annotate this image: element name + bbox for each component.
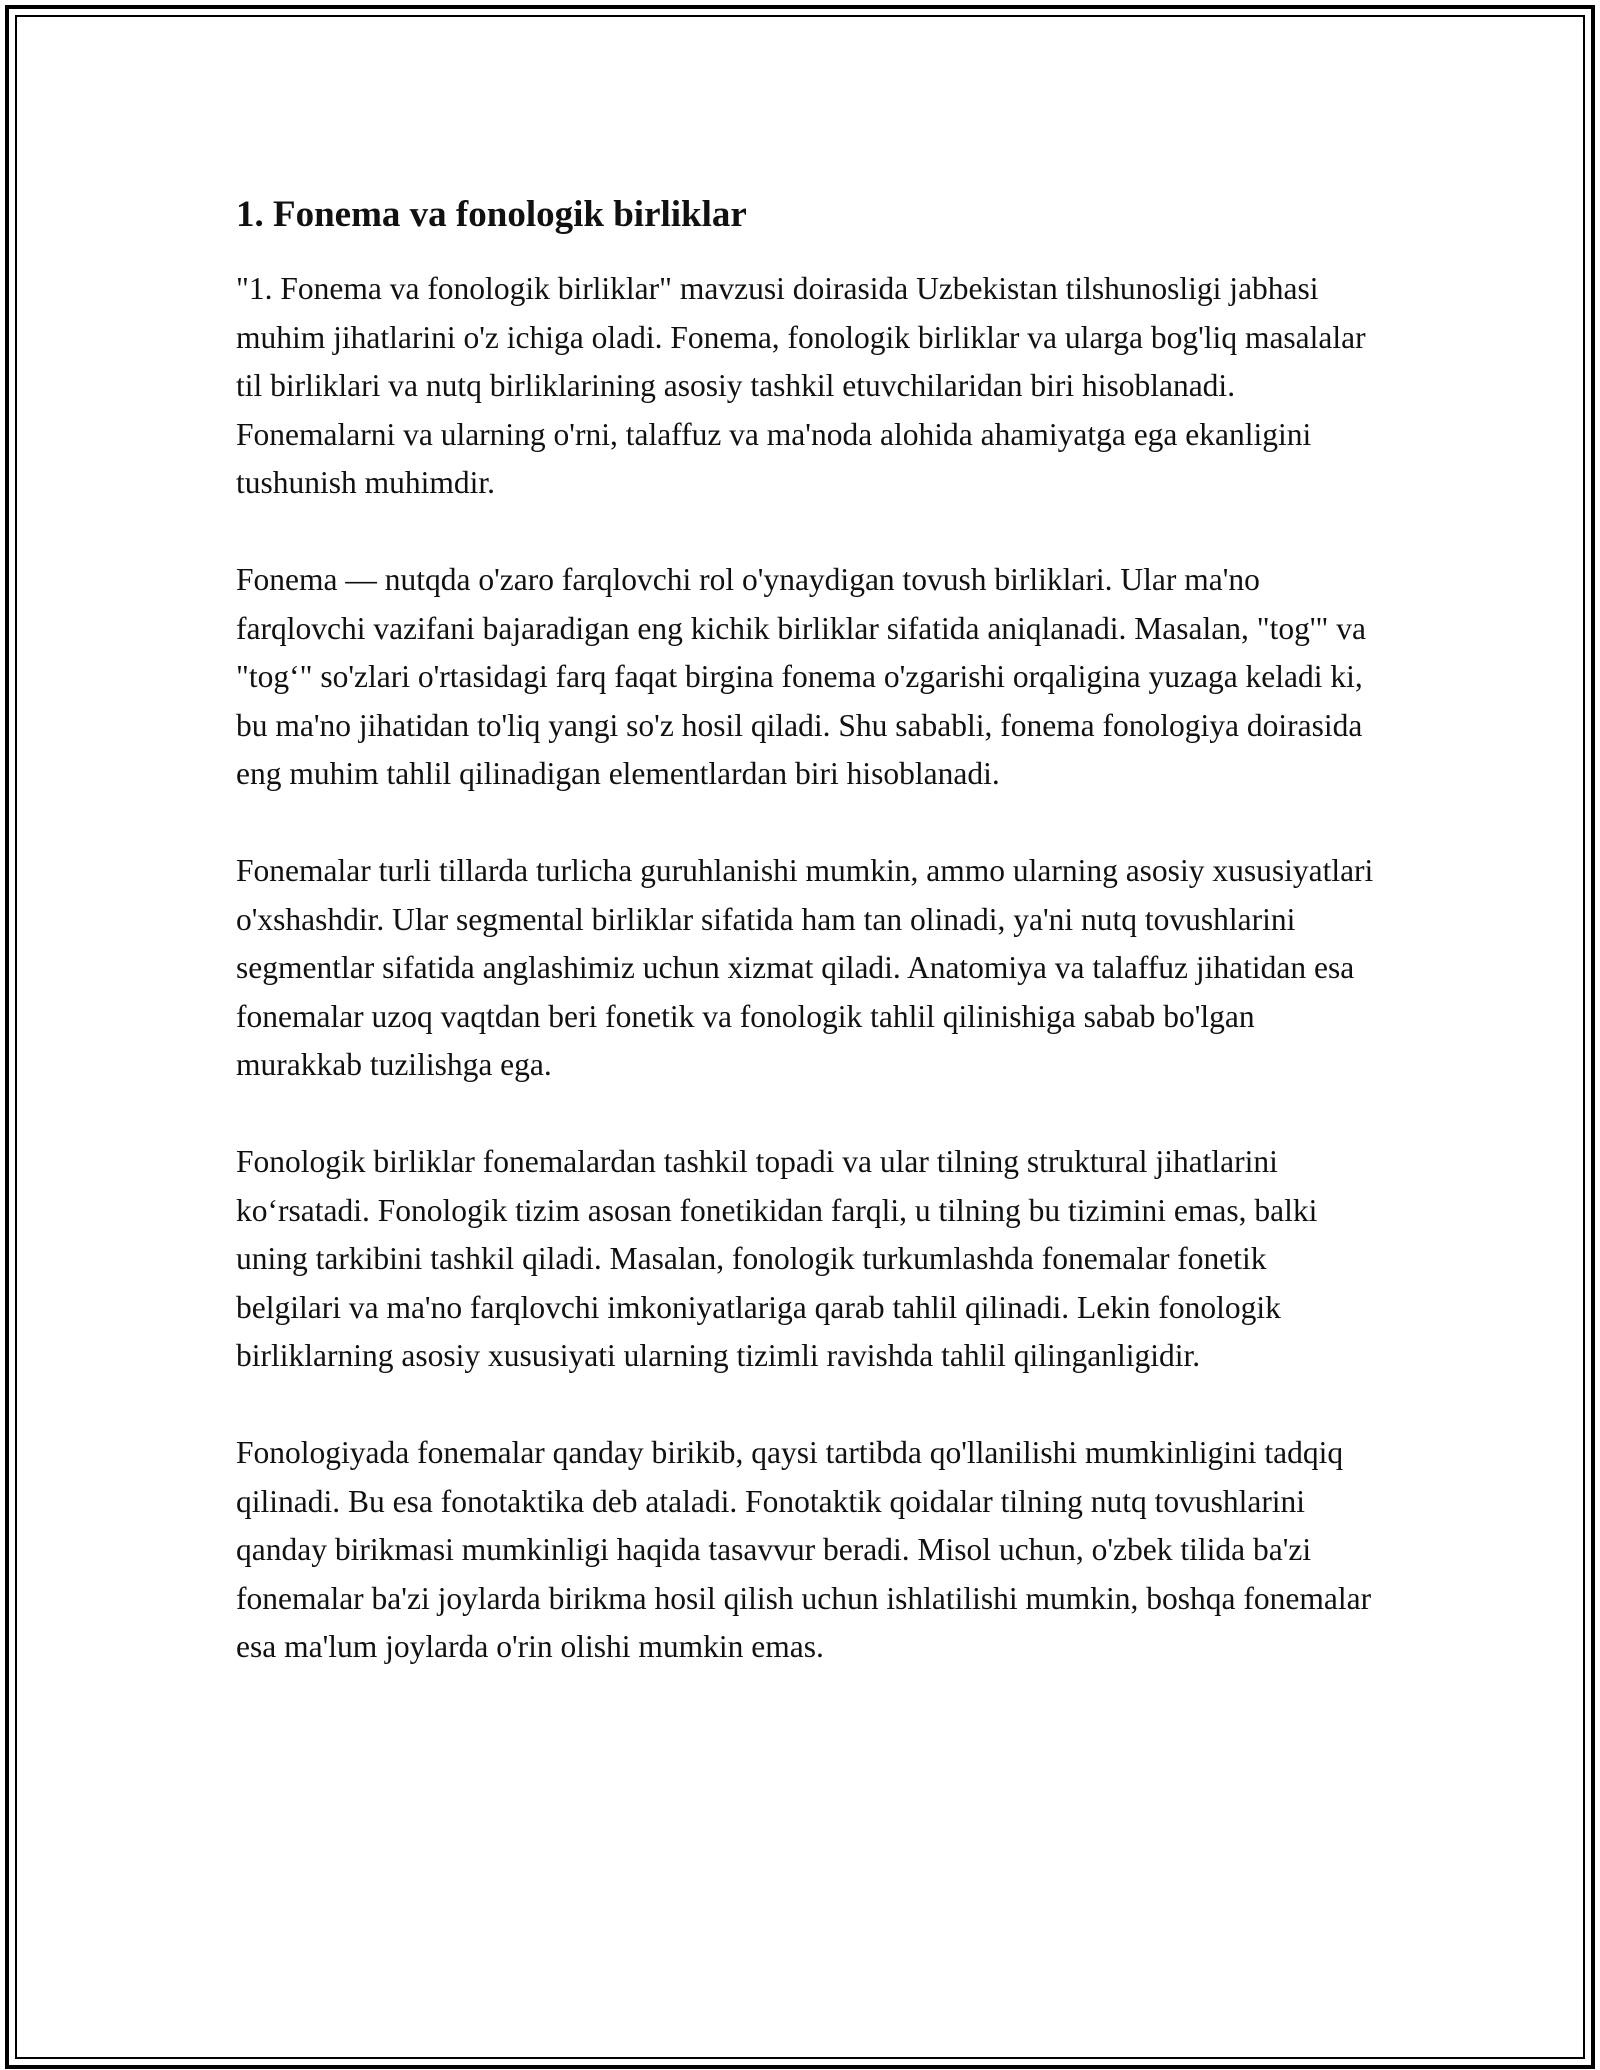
paragraph-phonological-units: Fonologik birliklar fonemalardan tashkil topadi va ular tilning struktural jihatlarini ko‘rsatadi. Fonologik tizim asosan fonetikidan farqli, u tilning bu tizimini emas, balki uning tarkibini tashkil qiladi. Masalan, fonologik turkumlashda fonemalar fonetik belgilari va ma'no farqlovchi imkoniyatlariga qarab tahlil qilinadi. Lekin fonologik birliklarning asosiy xususiyati ularning tizimli ravishda tahlil qilinganligidir. — [236, 1144, 1318, 1373]
paragraph-phoneme-grouping: Fonemalar turli tillarda turlicha guruhlanishi mumkin, ammo ularning asosiy xususiyatlari o'xshashdir. Ular segmental birliklar sifatida ham tan olinadi, ya'ni nutq tovushlarini segmentlar sifatida anglashimiz uchun xizmat qiladi. Anatomiya va talaffuz jihatidan esa fonemalar uzoq vaqtdan beri fonetik va fonologik tahlil qilinishiga sabab bo'lgan murakkab tuzilishga ega. — [236, 853, 1374, 1082]
paragraph-phoneme-definition: Fonema — nutqda o'zaro farqlovchi rol o'ynaydigan tovush birliklari. Ular ma'no farqlovchi vazifani bajaradigan eng kichik birliklar sifatida aniqlanadi. Masalan, "tog'" va "tog‘" so'zlari o'rtasidagi farq faqat birgina fonema o'zgarishi orqaligina yuzaga keladi ki, bu ma'no jihatidan to'liq yangi so'z hosil qiladi. Shu sababli, fonema fonologiya doirasida eng muhim tahlil qilinadigan elementlardan biri hisoblanadi. — [236, 562, 1366, 791]
paragraph-phonotactics: Fonologiyada fonemalar qanday birikib, qaysi tartibda qo'llanilishi mumkinligini tadqiq qilinadi. Bu esa fonotaktika deb ataladi. Fonotaktik qoidalar tilning nutq tovushlarini qanday birikmasi mumkinligi haqida tasavvur beradi. Misol uchun, o'zbek tilida ba'zi fonemalar ba'zi joylarda birikma hosil qilish uchun ishlatilishi mumkin, boshqa fonemalar esa ma'lum joylarda o'rin olishi mumkin emas. — [236, 1435, 1372, 1664]
paragraph-intro: "1. Fonema va fonologik birliklar" mavzusi doirasida Uzbekistan tilshunosligi jabhasi muhim jihatlarini o'z ichiga oladi. Fonema, fonologik birliklar va ularga bog'liq masalalar til birliklari va nutq birliklarining asosiy tashkil etuvchilaridan biri hisoblanadi. Fonemalarni va ularning o'rni, talaffuz va ma'noda alohida ahamiyatga ega ekanligini tushunish muhimdir. — [236, 271, 1366, 500]
document-body — [236, 182, 1376, 1720]
document-title: 1. Fonema va fonologik birliklar — [236, 194, 747, 235]
